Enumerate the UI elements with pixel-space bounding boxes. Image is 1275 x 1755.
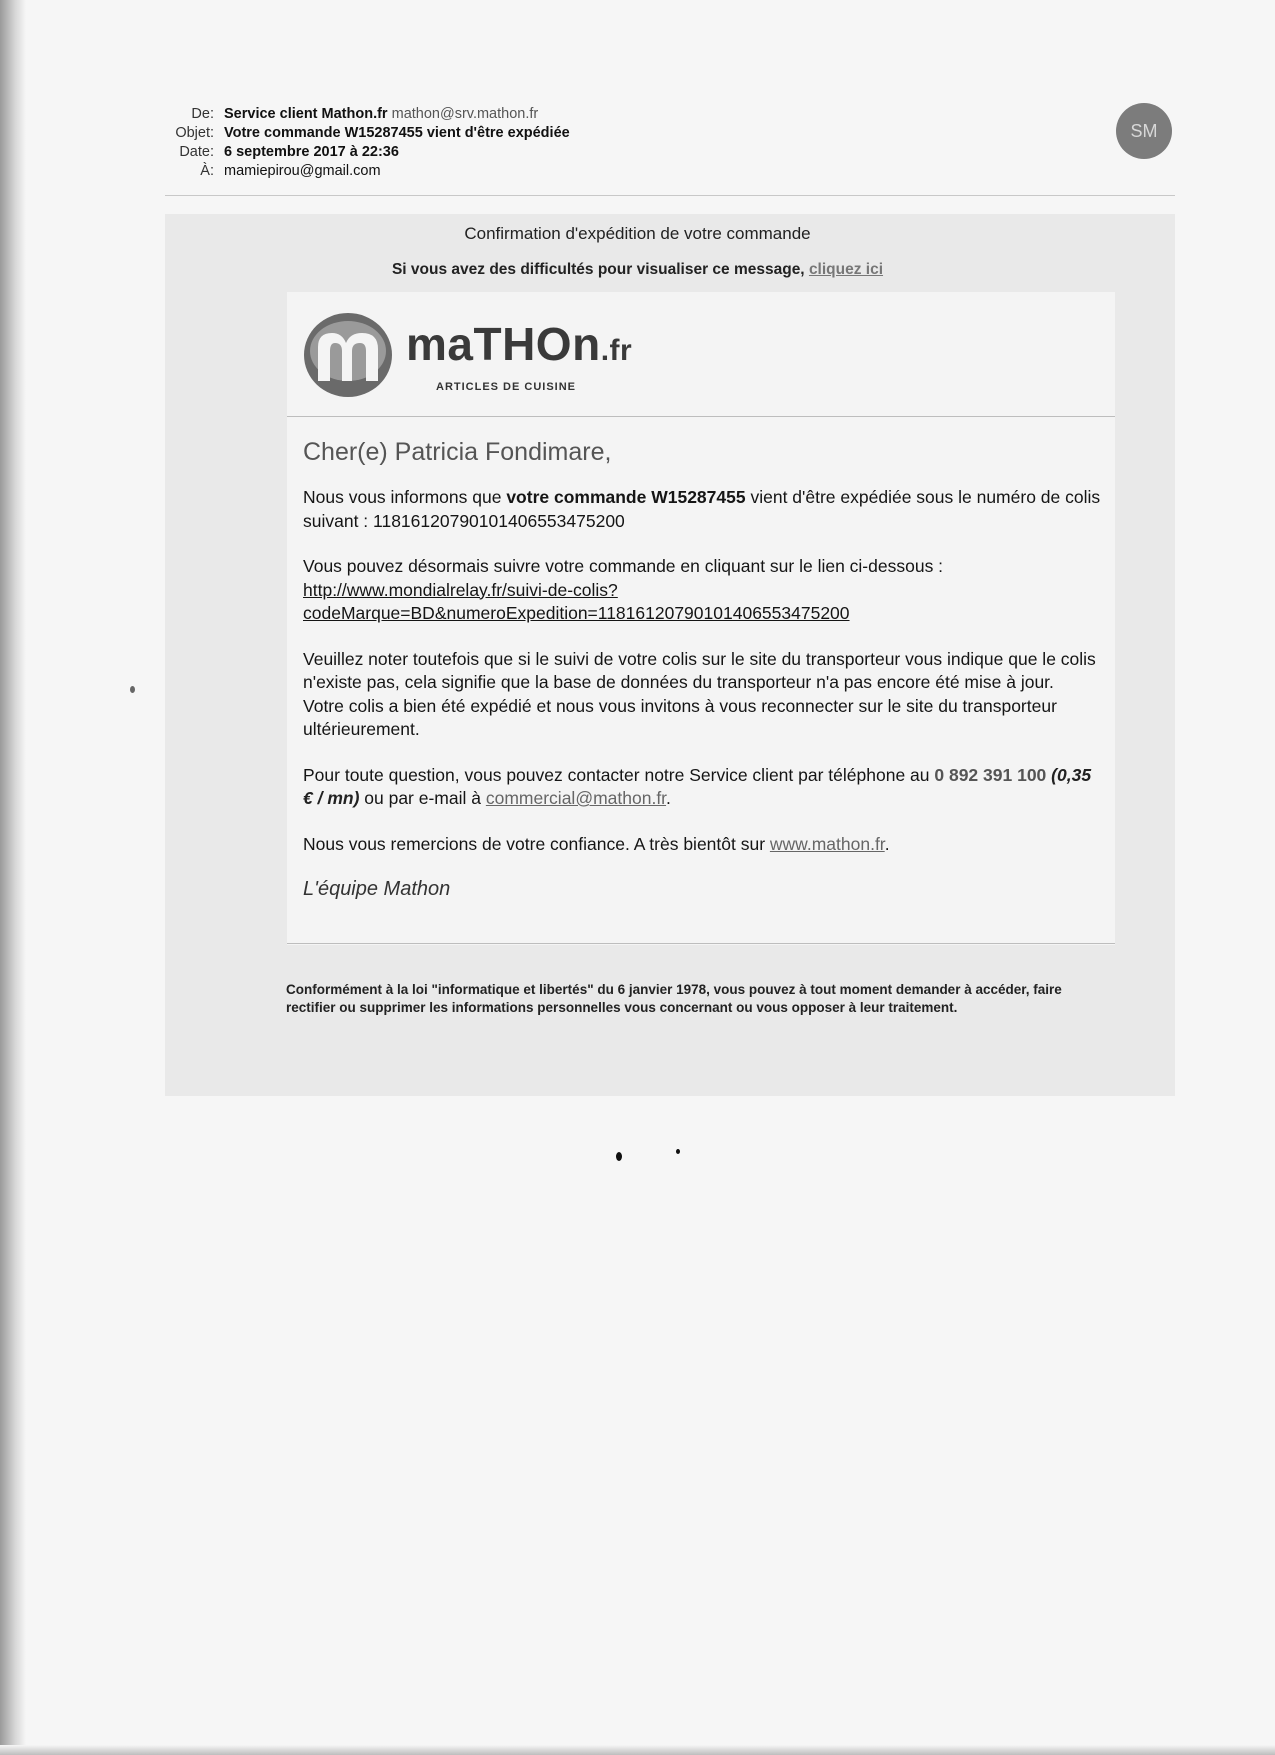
paragraph-contact: Pour toute question, vous pouvez contacter notre Service client par téléphone au 0 892 391 100 (0,35 € / mn) ou par e-mail à commercial@mathon.fr.	[303, 764, 1092, 808]
view-note-text: Si vous avez des difficultés pour visualiser ce message,	[391, 261, 805, 278]
subject-row	[150, 124, 1050, 143]
date: 6 septembre 2017 à 22:36	[224, 144, 399, 160]
recipient: mamiepirou@gmail.com	[224, 163, 381, 179]
avatar: SM	[1116, 103, 1172, 159]
legal-notice: Conformément à la loi "informatique et libertés" du 6 janvier 1978, vous pouvez à tout moment demander à accéder, faire rectifier ou supprimer les informations personnelles vous concernant ou vous opposer à leur traitement.	[286, 982, 1062, 1015]
scan-speck	[616, 1152, 622, 1161]
date-label: Date:	[179, 144, 214, 160]
logo-wordmark: maTHOn.fr	[406, 318, 633, 370]
signature: L'équipe Mathon	[303, 878, 451, 900]
paragraph-note: Veuillez noter toutefois que si le suivi de votre colis sur le site du transporteur vous indique que le colis n'existe pas, cela signifie que la base de données du transporteur n'a pas encore été mise à jour. Votre colis a bien été expédié et nous vous invitons à vous reconnecter sur le site du transporteur ultérieurement.	[303, 648, 1096, 739]
contact-email-link[interactable]: commercial@mathon.fr	[485, 788, 667, 808]
tracking-link[interactable]: http://www.mondialrelay.fr/suivi-de-colis? codeMarque=BD&numeroExpedition=11816120790101406553475200	[303, 579, 850, 623]
phone-number[interactable]: 0 892 391 100	[934, 764, 1047, 785]
scan-speck	[130, 686, 135, 693]
scan-speck	[676, 1149, 680, 1154]
sender-name: Service client Mathon.fr	[224, 106, 388, 122]
date-row	[150, 143, 1050, 162]
sender-email[interactable]: mathon@srv.mathon.fr	[391, 106, 539, 122]
mathon-logo-icon	[302, 311, 394, 399]
to-label: À:	[200, 163, 214, 179]
subject: Votre commande W15287455 vient d'être expédiée	[224, 125, 570, 141]
email-title: Confirmation d'expédition de votre commande	[464, 224, 811, 243]
view-online-link[interactable]: cliquez ici	[808, 261, 884, 278]
email-header	[150, 105, 1050, 181]
greeting: Cher(e) Patricia Fondimare,	[303, 438, 612, 466]
subject-label: Objet:	[175, 125, 214, 141]
website-link[interactable]: www.mathon.fr	[769, 833, 885, 854]
order-number: votre commande W15287455	[506, 487, 746, 507]
card-divider-bottom	[287, 943, 1115, 944]
email-body	[303, 436, 1103, 902]
from-row	[150, 105, 1050, 124]
paragraph-shipped: Nous vous informons que votre commande W15287455 vient d'être expédiée sous le numéro de colis suivant : 1181612079010140655347520​0	[303, 487, 1101, 531]
paragraph-tracking: Vous pouvez désormais suivre votre commande en cliquant sur le lien ci-dessous : http://www.mondialrelay.fr/suivi-de-colis? codeMarque=BD&numeroExpedition=11816120790101406553475200	[303, 556, 944, 623]
logo-tagline: ARTICLES DE CUISINE	[436, 381, 577, 393]
card-divider-top	[287, 416, 1115, 417]
header-divider	[165, 195, 1175, 196]
to-row	[150, 162, 1050, 181]
mathon-logo	[302, 309, 662, 404]
call-rate: (0,35 € / mn)	[303, 764, 1092, 808]
scan-bottom-edge	[0, 1745, 1275, 1755]
view-note	[0, 261, 1275, 279]
from-label: De:	[191, 106, 214, 122]
paragraph-thanks: Nous vous remercions de votre confiance. A très bientôt sur www.mathon.fr.	[303, 833, 890, 854]
